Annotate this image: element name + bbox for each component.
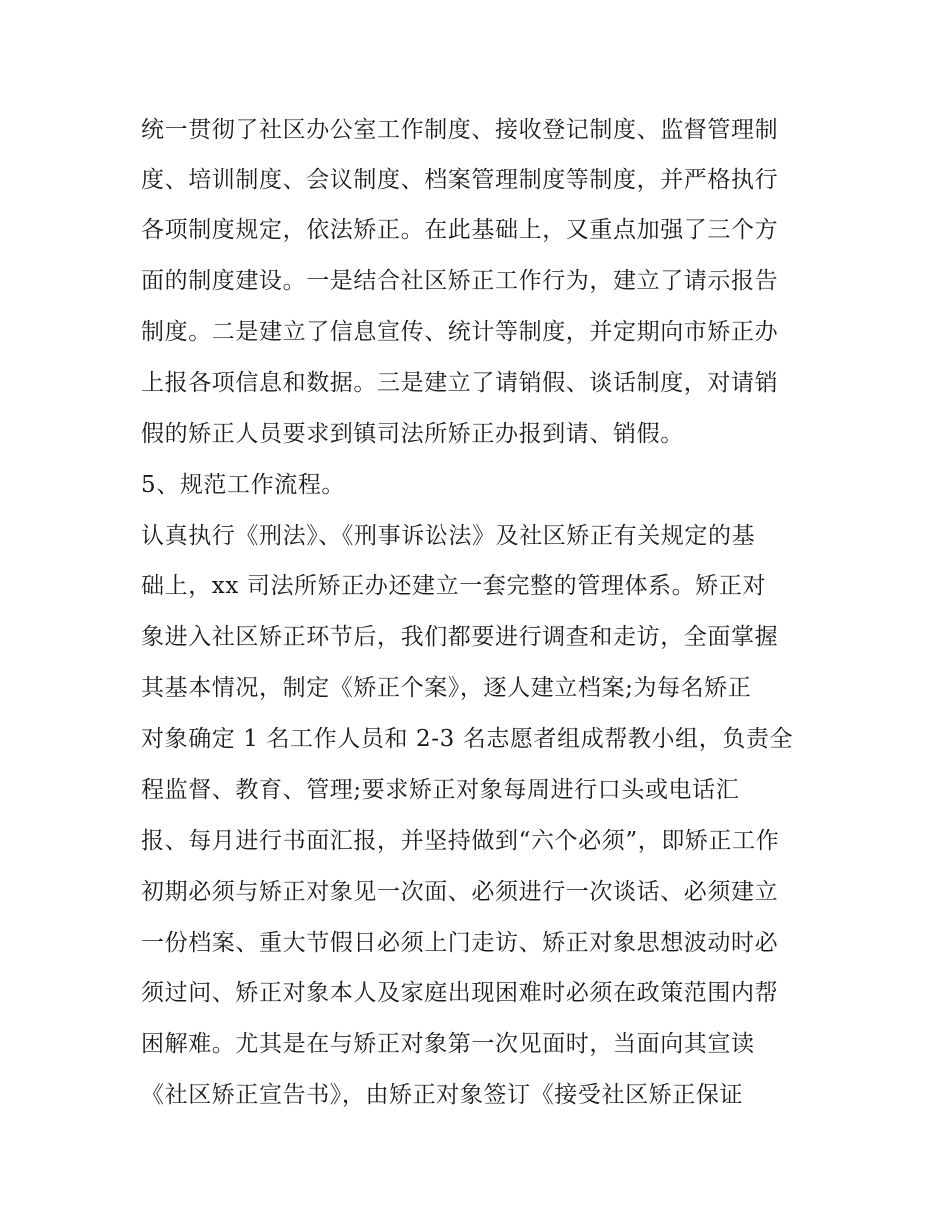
paragraph-line: 对象确定 1 名工作人员和 2-3 名志愿者组成帮教小组，负责全: [141, 726, 794, 752]
paragraph-line: 须过问、矫正对象本人及家庭出现困难时必须在政策范围内帮: [141, 980, 779, 1006]
paragraph-line: 其基本情况，制定《矫正个案》，逐人建立档案;为每名矫正: [141, 675, 752, 701]
section-heading: 5、规范工作流程。: [141, 472, 346, 498]
paragraph-line: 制度。二是建立了信息宣传、统计等制度，并定期向市矫正办: [141, 319, 779, 345]
paragraph-line: 程监督、教育、管理;要求矫正对象每周进行口头或电话汇: [141, 777, 740, 803]
paragraph-line: 假的矫正人员要求到镇司法所矫正办报到请、销假。: [141, 421, 684, 447]
paragraph-line: 《社区矫正宣告书》，由矫正对象签订《接受社区矫正保证: [141, 1082, 744, 1108]
paragraph-line: 初期必须与矫正对象见一次面、必须进行一次谈话、必须建立: [141, 879, 779, 905]
paragraph-line: 面的制度建设。一是结合社区矫正工作行为，建立了请示报告: [141, 268, 779, 294]
paragraph-line: 报、每月进行书面汇报，并坚持做到“六个必须”，即矫正工作: [141, 828, 780, 854]
paragraph-line: 困解难。尤其是在与矫正对象第一次见面时，当面向其宣读: [141, 1031, 755, 1057]
paragraph-line: 统一贯彻了社区办公室工作制度、接收登记制度、监督管理制: [141, 117, 779, 143]
paragraph-line: 象进入社区矫正环节后，我们都要进行调查和走访，全面掌握: [141, 624, 779, 650]
paragraph-line: 认真执行《刑法》、《刑事诉讼法》及社区矫正有关规定的基: [141, 523, 756, 549]
paragraph-line: 各项制度规定，依法矫正。在此基础上，又重点加强了三个方: [141, 217, 779, 243]
paragraph-line: 度、培训制度、会议制度、档案管理制度等制度，并严格执行: [141, 167, 779, 193]
paragraph-line: 础上，xx 司法所矫正办还建立一套完整的管理体系。矫正对: [141, 573, 767, 599]
paragraph-line: 一份档案、重大节假日必须上门走访、矫正对象思想波动时必: [141, 930, 779, 956]
paragraph-line: 上报各项信息和数据。三是建立了请销假、谈话制度，对请销: [141, 370, 779, 396]
